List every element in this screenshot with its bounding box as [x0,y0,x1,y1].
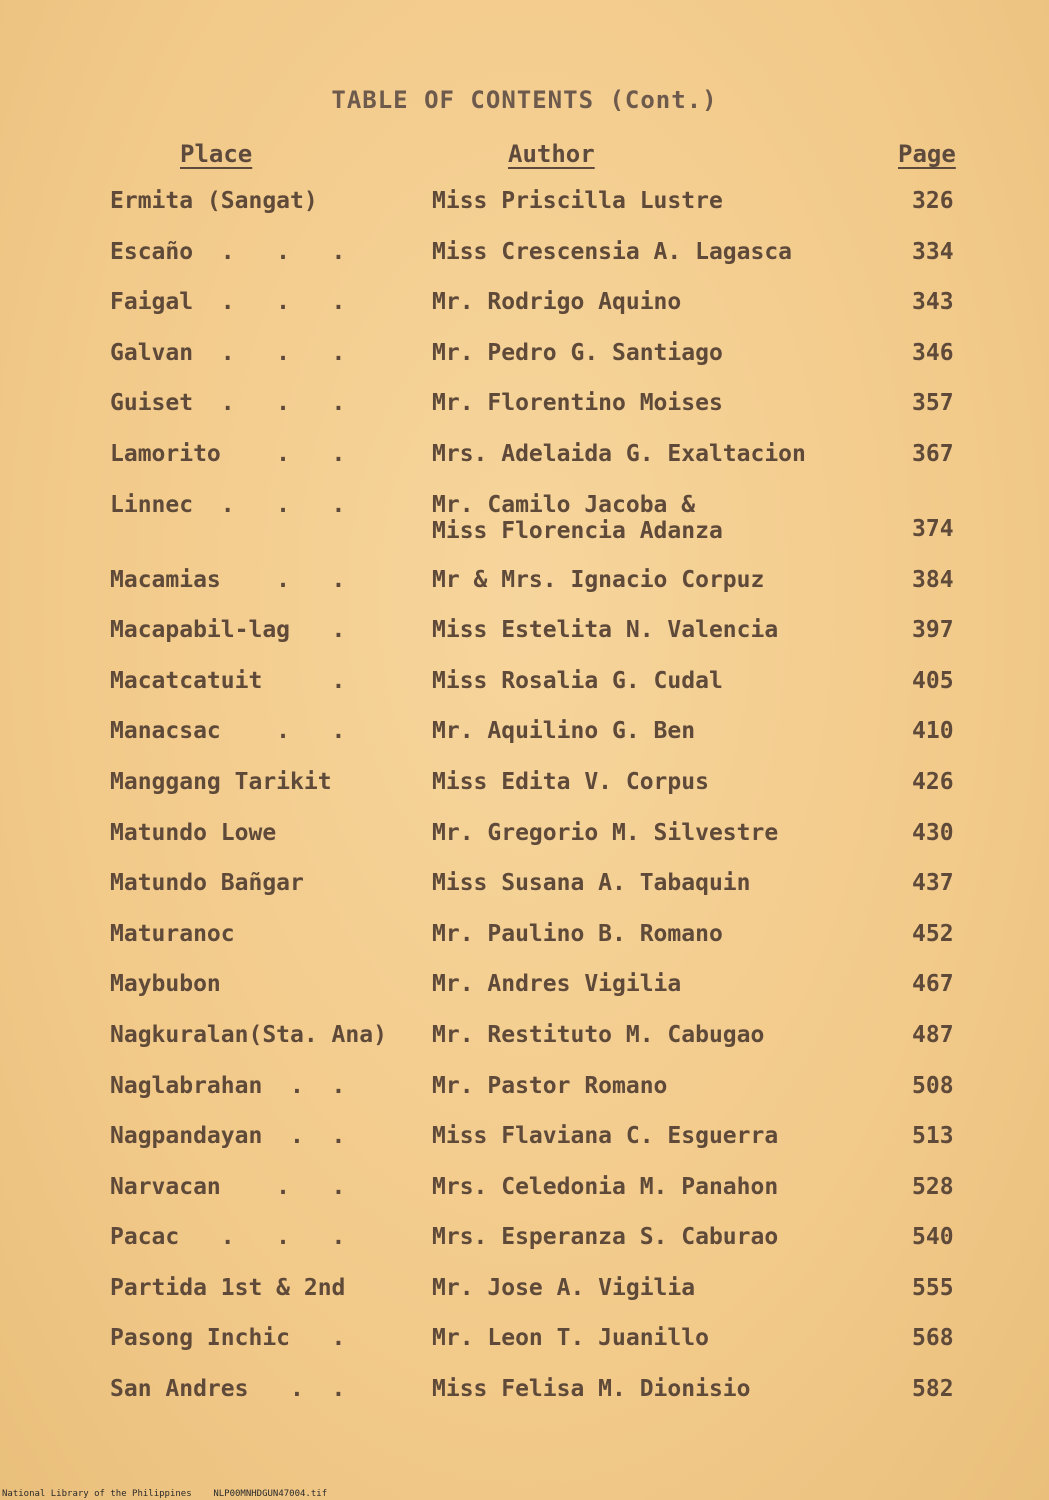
page-number: 343 [912,289,954,316]
author-name: Mr. Andres Vigilia [432,971,682,998]
page-number: 410 [912,718,954,745]
place-name: Pacac . . . [110,1224,346,1251]
scan-footer: National Library of the Philippines NLP00MNHDGUN47004.tif [2,1489,328,1499]
place-name: Linnec . . . [110,491,346,518]
author-name: Mr. Leon T. Juanillo [432,1325,709,1352]
page-number: 508 [912,1072,954,1099]
contents-row [0,390,1049,441]
contents-row [0,870,1049,921]
contents-row [0,1275,1049,1326]
contents-row [0,567,1049,618]
page-number: 374 [912,515,954,542]
contents-row [0,971,1049,1022]
page-number: 452 [912,920,954,947]
author-name: Miss Susana A. Tabaquin [432,870,751,897]
page-number: 397 [912,617,954,644]
page-number: 568 [912,1325,954,1352]
contents-row [0,1376,1049,1427]
page-number: 426 [912,768,954,795]
column-header-page: Page [898,140,956,168]
page-number: 326 [912,188,954,214]
place-name: Macapabil-lag . [110,617,346,644]
contents-row [0,1224,1049,1275]
place-name: Naglabrahan . . [110,1072,346,1099]
contents-row [0,921,1049,972]
page-number: 513 [912,1123,954,1150]
contents-list [0,188,1049,1427]
author-name: Mr. Pedro G. Santiago [432,339,723,366]
author-name: Miss Felisa M. Dionisio [432,1376,751,1403]
contents-row [0,441,1049,492]
place-name: Pasong Inchic . [110,1325,346,1352]
page-number: 357 [912,390,954,417]
column-header-place: Place [180,140,253,168]
contents-row [0,718,1049,769]
place-name: Nagkuralan(Sta. Ana) [110,1021,387,1048]
page-number: 367 [912,440,954,467]
author-name: Miss Flaviana C. Esguerra [432,1123,779,1150]
author-name: Mr. Restituto M. Cabugao [432,1021,765,1048]
page-number: 467 [912,971,954,998]
contents-row [0,1123,1049,1174]
contents-row [0,668,1049,719]
place-name: Guiset . . . [110,390,346,417]
author-name: Mr. Gregorio M. Silvestre [432,819,779,846]
place-name: Matundo Bañgar [110,870,304,897]
place-name: San Andres . . [110,1376,346,1403]
author-name: Miss Edita V. Corpus [432,768,709,795]
page-number: 582 [912,1376,954,1403]
place-name: Manggang Tarikit [110,768,332,795]
place-name: Macatcatuit . [110,667,346,694]
place-name: Partida 1st & 2nd [110,1274,346,1301]
author-name: Mr & Mrs. Ignacio Corpuz [432,566,765,593]
author-name: Miss Priscilla Lustre [432,188,723,214]
page-number: 430 [912,819,954,846]
page-number: 555 [912,1274,954,1301]
author-name: Mr. Aquilino G. Ben [432,718,696,745]
page-number: 540 [912,1224,954,1251]
contents-row [0,289,1049,340]
place-name: Maturanoc [110,920,235,947]
contents-row [0,188,1049,239]
page-number: 384 [912,566,954,593]
author-name: Miss Crescensia A. Lagasca [432,238,793,265]
page-number: 528 [912,1173,954,1200]
contents-row [0,1174,1049,1225]
author-name: Mrs. Celedonia M. Panahon [432,1173,779,1200]
place-name: Narvacan . . [110,1173,346,1200]
contents-row [0,769,1049,820]
contents-row [0,1325,1049,1376]
page-number: 437 [912,870,954,897]
contents-row [0,239,1049,290]
author-name: Mr. Jose A. Vigilia [432,1274,696,1301]
page-number: 346 [912,339,954,366]
place-name: Escaño . . . [110,238,346,265]
place-name: Manacsac . . [110,718,346,745]
contents-row [0,1073,1049,1124]
contents-row [0,617,1049,668]
author-name: Mr. Camilo Jacoba & Miss Florencia Adanza [432,491,723,544]
contents-row [0,492,1049,567]
place-name: Faigal . . . [110,289,346,316]
contents-row [0,340,1049,391]
author-name: Mrs. Esperanza S. Caburao [432,1224,779,1251]
author-name: Miss Estelita N. Valencia [432,617,779,644]
author-name: Mr. Florentino Moises [432,390,723,417]
page-number: 405 [912,667,954,694]
page-title: TABLE OF CONTENTS (Cont.) [331,86,718,114]
place-name: Nagpandayan . . [110,1123,346,1150]
place-name: Macamias . . [110,566,346,593]
page-number: 334 [912,238,954,265]
author-name: Mrs. Adelaida G. Exaltacion [432,440,806,467]
place-name: Matundo Lowe [110,819,277,846]
place-name: Galvan . . . [110,339,346,366]
author-name: Mr. Pastor Romano [432,1072,668,1099]
place-name: Lamorito . . [110,440,346,467]
contents-row [0,820,1049,871]
page-number: 487 [912,1021,954,1048]
place-name: Ermita (Sangat) [110,188,318,214]
author-name: Miss Rosalia G. Cudal [432,667,723,694]
place-name: Maybubon [110,971,221,998]
author-name: Mr. Rodrigo Aquino [432,289,682,316]
column-header-author: Author [508,140,595,168]
author-name: Mr. Paulino B. Romano [432,920,723,947]
contents-row [0,1022,1049,1073]
